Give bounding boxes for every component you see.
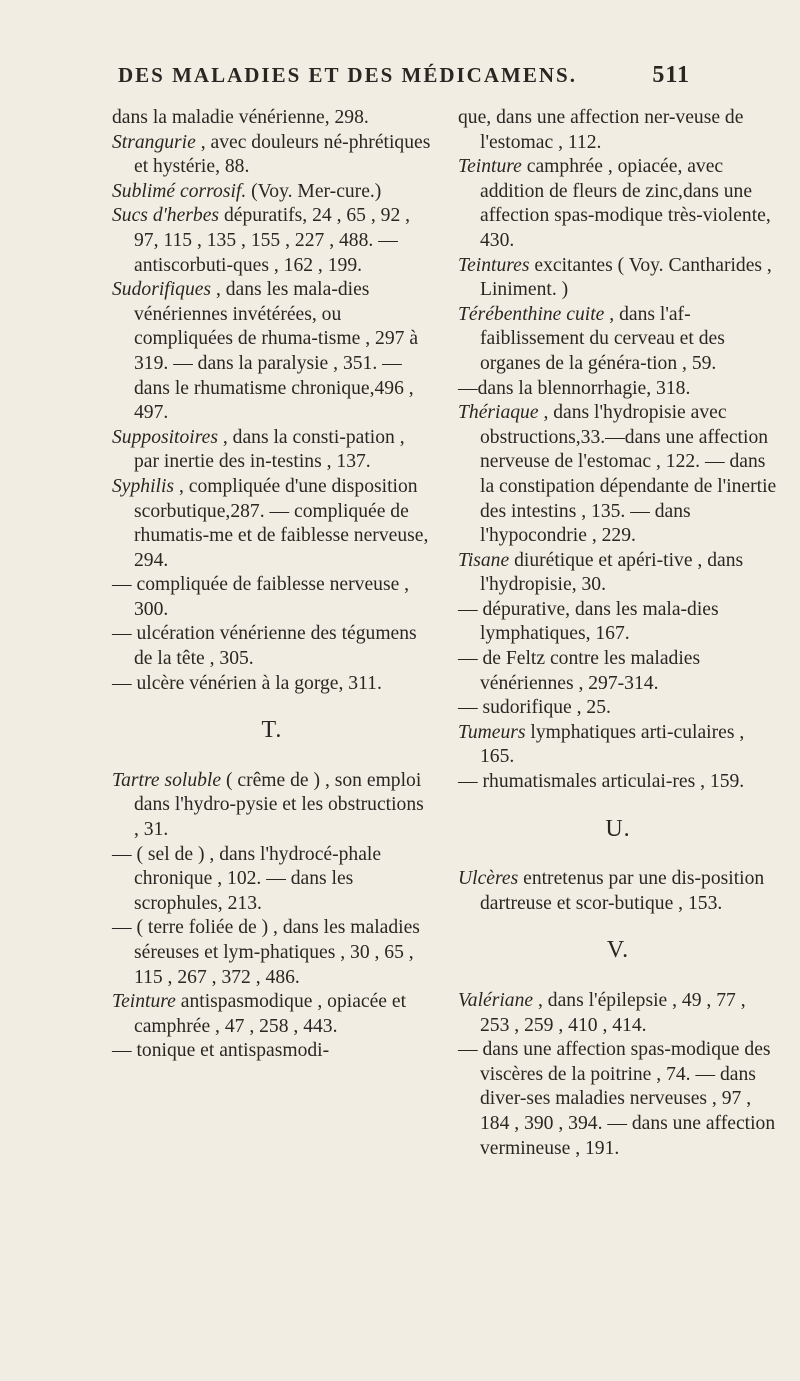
entry-headword: Thériaque [458,402,539,424]
index-entry [458,401,778,549]
index-subentry [458,377,778,402]
entry-text: — dépurative, dans les mala-dies lymphatiques, 167. [458,598,719,645]
entry-text: , compliquée d'une disposition scorbutique,287. — compliquée de rhumatis-me et de faiblesse nerveuse, 294. [134,475,429,571]
entry-text: antispasmodique , opiacée et camphrée , 47 , 258 , 443. [134,991,407,1037]
section-letter: U. [605,815,631,842]
entry-text: —dans la blennorrhagie, 318. [458,377,691,399]
section-letter: T. [261,717,283,744]
entry-text: excitantes ( Voy. Cantharides , Liniment. ) [480,254,772,301]
index-entry [112,426,432,475]
entry-text: — rhumatismales articulai-res , 159. [458,771,745,793]
entry-text: lymphatiques arti-culaires , 165. [480,721,745,768]
entry-headword: Valériane [458,990,534,1011]
entry-headword: Sublimé corrosif. [112,180,247,202]
entry-text: — sudorifique , 25. [458,697,611,719]
entry-headword: Suppositoires [112,426,218,448]
entry-headword: Tisane [458,549,510,571]
entry-text: entretenus par une dis-position dartreuse et scor-butique , 153. [480,868,765,914]
index-entry [458,155,778,253]
index-entry [112,769,432,843]
entry-text: — ( terre foliée de ) , dans les maladies séreuses et lym-phatiques , 30 , 65 , 115 , 267 , 372 , 486. [112,917,420,988]
index-subentry [112,672,432,697]
entry-headword: Ulcères [458,868,519,890]
entry-headword: Strangurie [112,131,196,153]
entry-headword: Sucs d'herbes [112,205,220,227]
index-subentry [458,770,778,795]
entry-headword: Tartre soluble [112,769,222,791]
entry-text: camphrée , opiacée, avec addition de fleurs de zinc,dans une affection spas-modique très-violente, 430. [480,156,771,251]
entry-text: — ulcération vénérienne des tégumens de la tête , 305. [112,623,417,670]
index-entry [458,721,778,770]
index-entry [458,867,778,916]
entry-text: , dans l'épilepsie , 49 , 77 , 253 , 259 , 410 , 414. [480,990,746,1036]
page-header [118,62,690,89]
index-entry [458,549,778,598]
entry-text: que, dans une affection ner-veuse de l'estomac , 112. [458,107,744,153]
entry-text: dans la maladie vénérienne, 298. [112,107,369,128]
entry-text: (Voy. Mer-cure.) [246,180,382,202]
entry-headword: Térébenthine cuite [458,303,605,325]
entry-text: diurétique et apéri-tive , dans l'hydropisie, 30. [480,549,744,596]
entry-text: ( crême de ) , son emploi dans l'hydro-pysie et les obstructions , 31. [134,769,424,841]
entry-headword: Teinture [458,156,522,178]
index-entry [458,254,778,303]
index-subentry [458,647,778,696]
left-column [112,106,432,1064]
entry-text: dépuratifs, 24 , 65 , 92 , 97, 115 , 135 , 155 , 227 , 488. — antiscorbuti-ques , 162 , 199. [134,205,411,276]
entry-text: — ulcère vénérien à la gorge, 311. [112,672,382,694]
running-head: DES MALADIES ET DES MÉDICAMENS. [118,63,577,87]
entry-headword: Sudorifiques [112,279,212,301]
entry-text: , dans la consti-pation , par inertie des in-testins , 137. [134,426,405,473]
entry-text: , dans l'af-faiblissement du cerveau et des organes de la généra-tion , 59. [480,303,725,374]
index-subentry [112,916,432,990]
entry-text: — compliquée de faiblesse nerveuse , 300. [112,574,410,620]
index-entry [112,990,432,1039]
entry-text: — de Feltz contre les maladies vénériennes , 297-314. [458,648,701,694]
index-entry [112,278,432,426]
index-subentry [112,1039,432,1064]
index-entry [458,989,778,1038]
index-subentry [458,1038,778,1161]
entry-headword: Syphilis [112,475,175,497]
entry-text: , dans l'hydropisie avec obstructions,33.—dans une affection nerveuse de l'estomac , 122. — dans la constipation dépendante de l'inertie des intestins , 135. — dans l'hypocondrie , 229. [480,402,777,547]
index-subentry [458,696,778,721]
entry-text: , dans les mala-dies vénériennes invétérées, ou compliquées de rhuma-tisme , 297 à 319. — dans la paralysie , 351. — dans le rhumatisme chronique,496 , 497. [134,279,419,424]
entry-text: , avec douleurs né-phrétiques et hystérie, 88. [134,131,431,178]
index-entry [112,475,432,573]
index-entry [112,131,432,180]
index-subentry [112,843,432,917]
index-entry [112,106,432,131]
index-subentry [112,622,432,671]
index-entry [112,204,432,278]
index-subentry [112,573,432,622]
entry-headword: Teintures [458,254,530,276]
entry-headword: Tumeurs [458,721,526,743]
page-number: 511 [652,62,690,88]
entry-text: — tonique et antispasmodi- [112,1040,330,1062]
right-column [458,106,778,1161]
section-letter: V. [606,937,630,964]
index-entry [458,303,778,377]
entry-text: — dans une affection spas-modique des viscères de la poitrine , 74. — dans diver-ses maladies nerveuses , 97 , 184 , 390 , 394. — dans une affection vermineuse , 191. [458,1039,776,1159]
entry-headword: Teinture [112,991,176,1013]
index-subentry [458,598,778,647]
index-entry [458,106,778,155]
entry-text: — ( sel de ) , dans l'hydrocé-phale chronique , 102. — dans les scrophules, 213. [112,843,382,914]
index-entry [112,180,432,205]
